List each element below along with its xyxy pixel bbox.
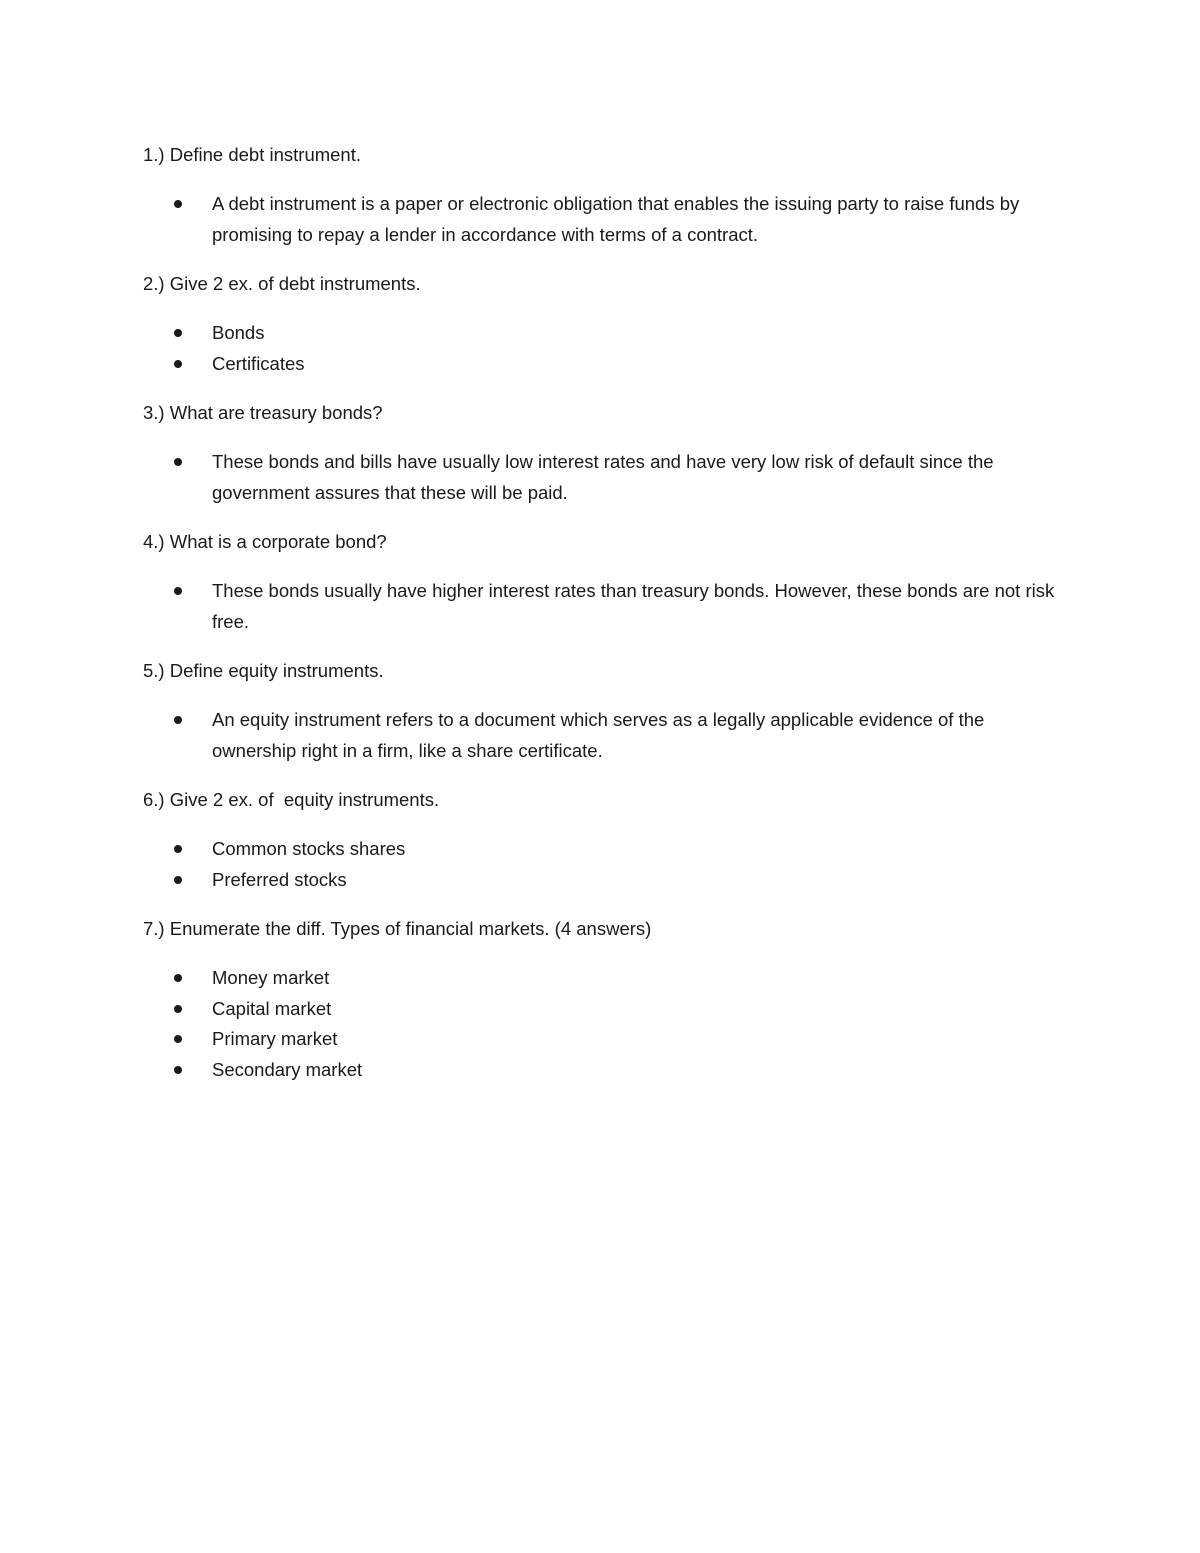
- answer-item: [143, 994, 1063, 1025]
- bullet-icon: [174, 876, 182, 884]
- answer-list-3: [143, 447, 1063, 508]
- answer-list-2: [143, 318, 1063, 379]
- question-list: [143, 140, 1063, 1104]
- answer-item: [143, 1024, 1063, 1055]
- answer-text: These bonds usually have higher interest rates than treasury bonds. However, these bonds are not risk free.: [212, 580, 1055, 632]
- bullet-icon: [174, 716, 182, 724]
- answer-text: Preferred stocks: [212, 868, 347, 890]
- answer-item: [143, 705, 1063, 766]
- answer-item: [143, 349, 1063, 380]
- answer-text: Capital market: [212, 997, 332, 1019]
- answer-list-5: [143, 705, 1063, 766]
- bullet-icon: [174, 200, 182, 208]
- bullet-icon: [174, 1066, 182, 1074]
- answer-item: [143, 1055, 1063, 1086]
- question-5: 5.) Define equity instruments.: [143, 660, 384, 681]
- question-1: 1.) Define debt instrument.: [143, 144, 361, 165]
- answer-item: [143, 865, 1063, 896]
- question-3: 3.) What are treasury bonds?: [143, 402, 383, 423]
- answer-text: Certificates: [212, 352, 305, 374]
- answer-text: Secondary market: [212, 1058, 363, 1080]
- bullet-icon: [174, 845, 182, 853]
- bullet-icon: [174, 329, 182, 337]
- bullet-icon: [174, 360, 182, 368]
- bullet-icon: [174, 458, 182, 466]
- answer-item: [143, 834, 1063, 865]
- bullet-icon: [174, 1005, 182, 1013]
- answer-text: Money market: [212, 967, 330, 988]
- answer-text: These bonds and bills have usually low interest rates and have very low risk of default since the government assures that these will be paid.: [212, 451, 994, 503]
- answer-list-1: [143, 189, 1063, 250]
- bullet-icon: [174, 1035, 182, 1043]
- bullet-icon: [174, 974, 182, 982]
- answer-item: [143, 318, 1063, 349]
- question-7: 7.) Enumerate the diff. Types of financial markets. (4 answers): [143, 918, 652, 939]
- answer-text: An equity instrument refers to a document which serves as a legally applicable evidence of the ownership right in a firm, like a share certificate.: [212, 709, 985, 761]
- answer-list-7: [143, 963, 1063, 1085]
- answer-text: Bonds: [212, 322, 265, 343]
- answer-item: [143, 963, 1063, 994]
- answer-item: [143, 189, 1063, 250]
- question-4: 4.) What is a corporate bond?: [143, 531, 387, 552]
- answer-text: A debt instrument is a paper or electronic obligation that enables the issuing party to raise funds by promising to repay a lender in accordance with terms of a contract.: [212, 193, 1020, 245]
- answer-list-4: [143, 576, 1063, 637]
- answer-item: [143, 447, 1063, 508]
- question-2: 2.) Give 2 ex. of debt instruments.: [143, 273, 421, 294]
- answer-item: [143, 576, 1063, 637]
- answer-text: Primary market: [212, 1028, 338, 1049]
- answer-text: Common stocks shares: [212, 838, 406, 859]
- question-6: 6.) Give 2 ex. of equity instruments.: [143, 789, 440, 810]
- bullet-icon: [174, 587, 182, 595]
- answer-list-6: [143, 834, 1063, 895]
